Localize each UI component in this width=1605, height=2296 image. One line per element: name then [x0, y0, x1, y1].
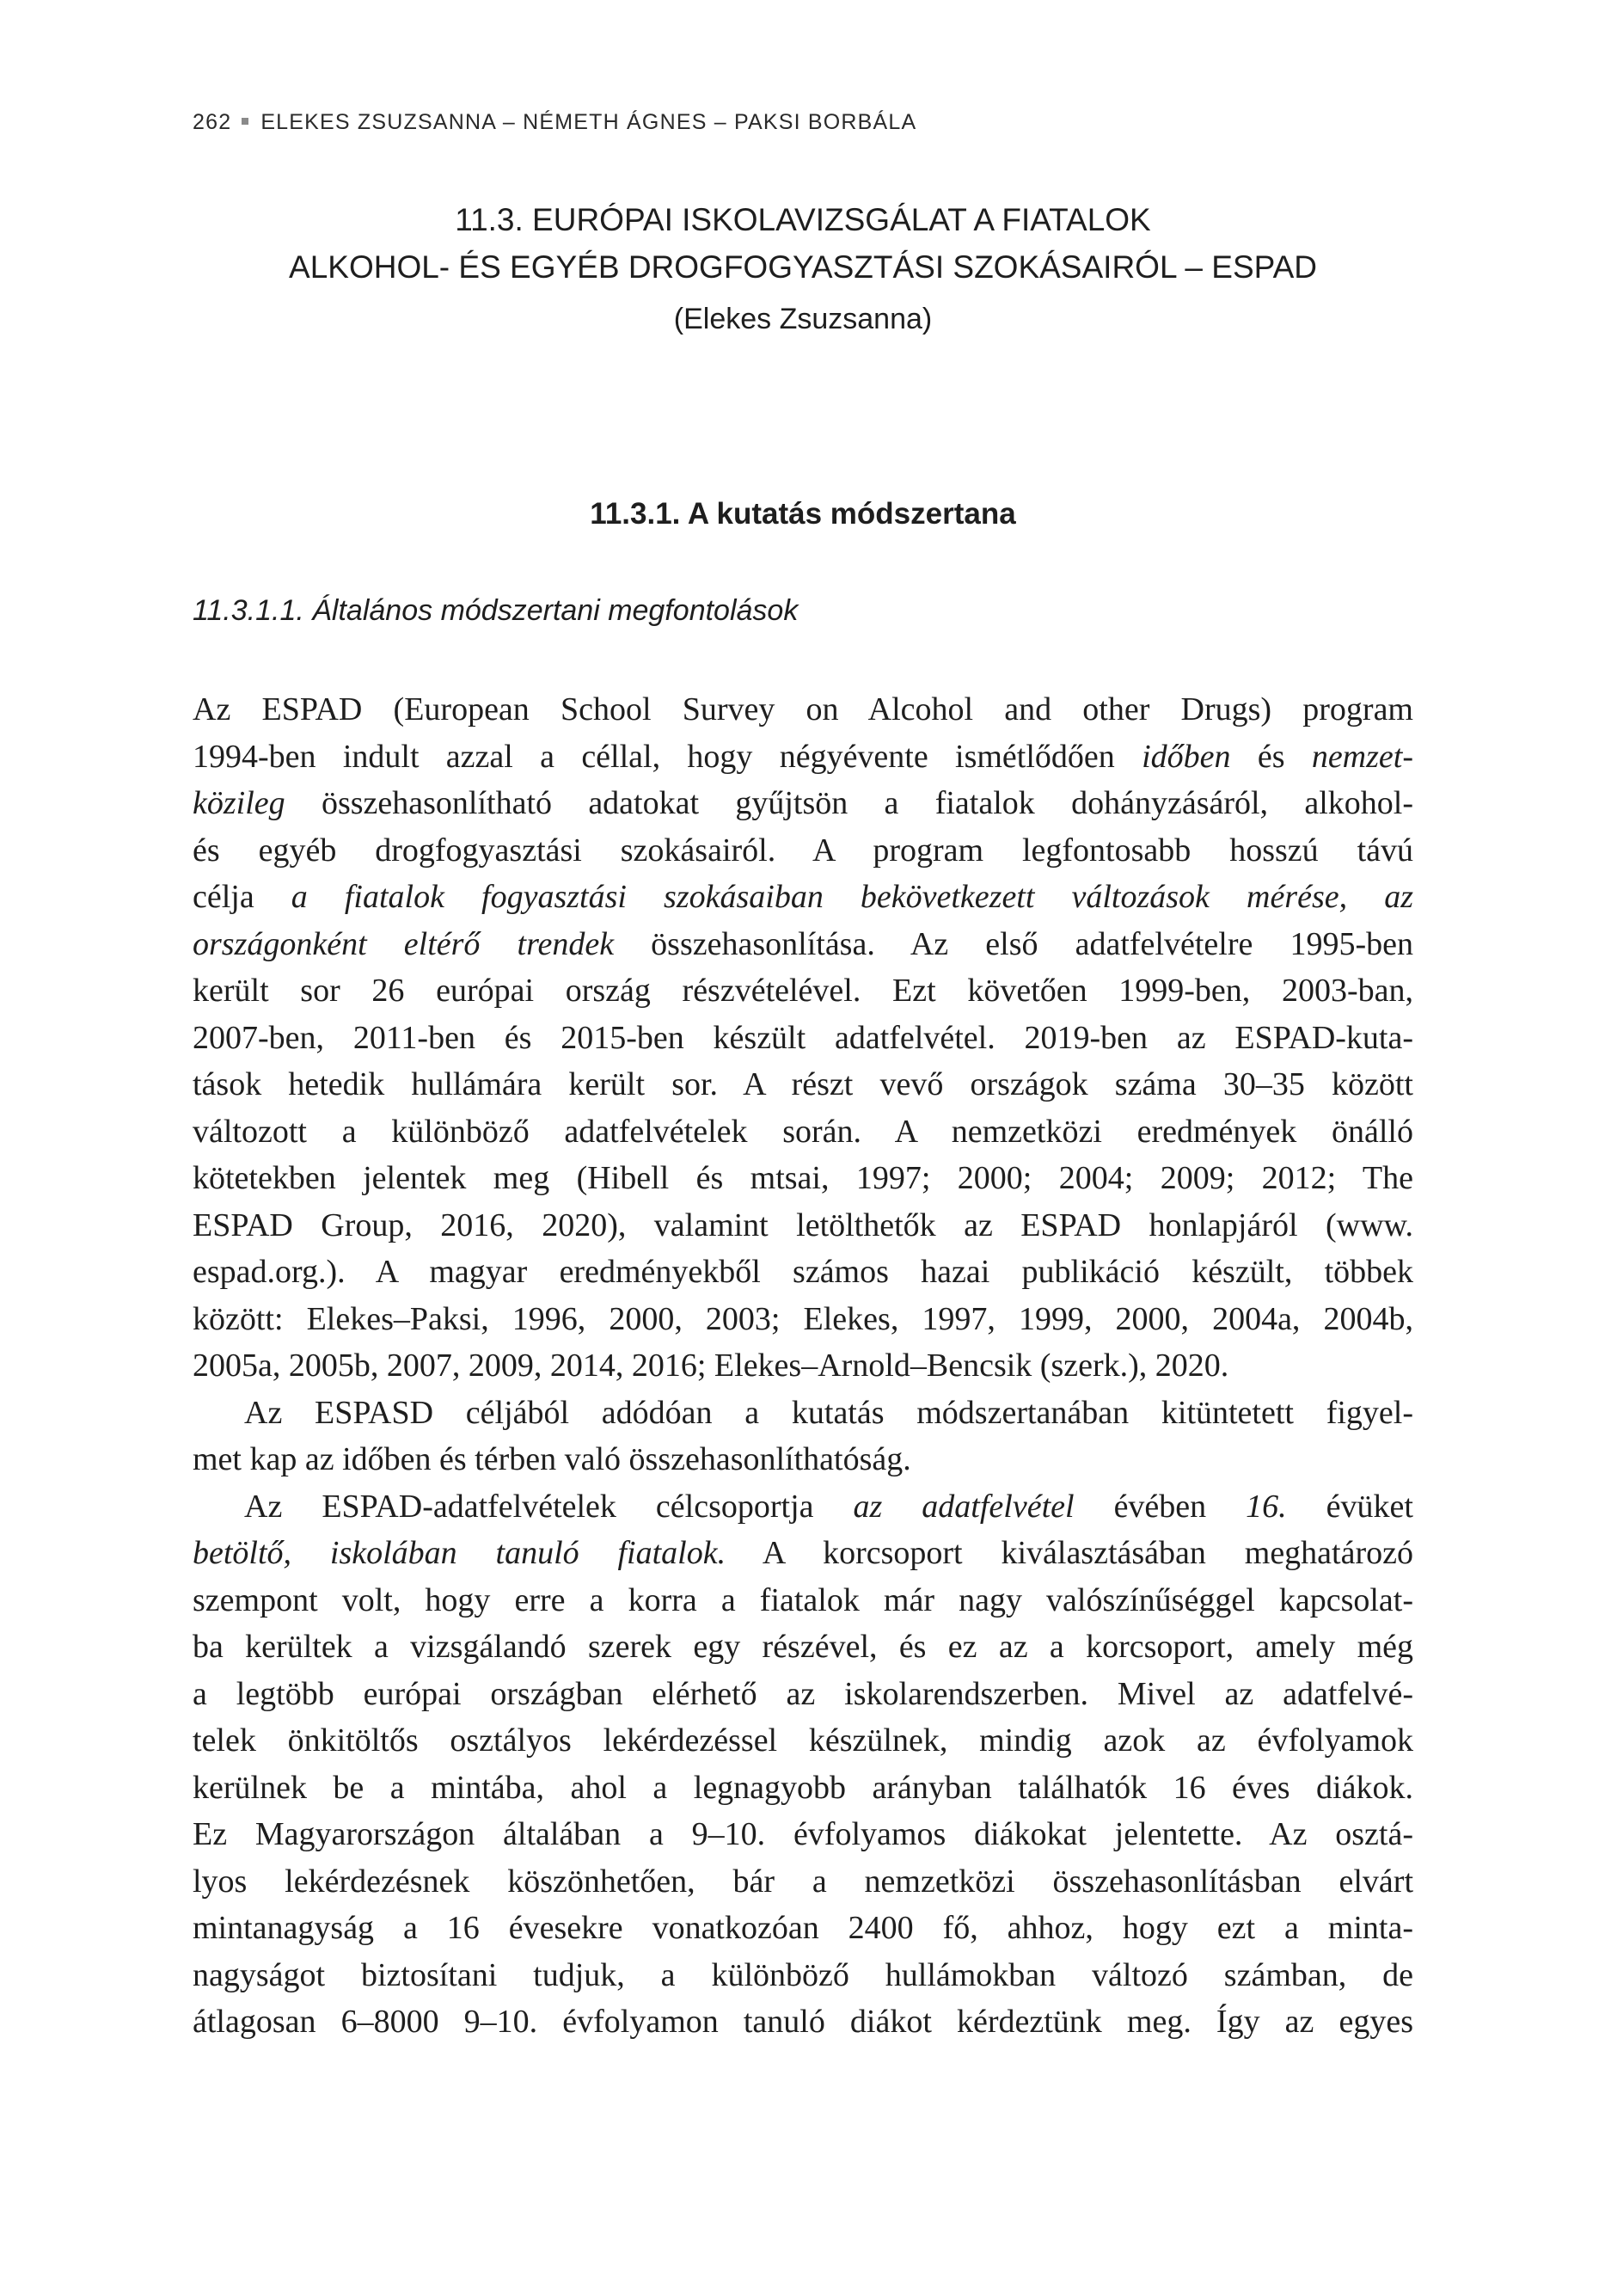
text-run: összehasonlítható adatokat gyűjtsön a fiatalok dohányzásáról, alkohol- [285, 785, 1413, 821]
text-run: szempont volt, hogy erre a korra a fiatalok már nagy valószínűséggel kapcsolat- [193, 1581, 1413, 1618]
text-run: 2007-ben, 2011-ben és 2015-ben készült adatfelvétel. 2019-ben az ESPAD-kuta- [193, 1019, 1413, 1056]
running-head [193, 110, 916, 135]
text-run: átlagosan 6–8000 9–10. évfolyamon tanuló diákot kérdeztünk meg. Így az egyes [193, 2004, 1413, 2040]
text-run: tások hetedik hullámára került sor. A részt vevő országok száma 30–35 között [193, 1066, 1413, 1102]
italic-text: országonként eltérő trendek [193, 925, 615, 962]
text-run: kötetekben jelentek meg (Hibell és mtsai, 1997; 2000; 2004; 2009; 2012; The [193, 1160, 1413, 1196]
text-line [193, 1577, 1413, 1624]
italic-text: betöltő, iskolában tanuló fiatalok. [193, 1535, 726, 1571]
text-run: Ez Magyarországon általában a 9–10. évfolyamos diákokat jelentette. Az osztá- [193, 1816, 1413, 1852]
italic-text: az adatfelvétel [853, 1488, 1075, 1525]
text-run: mintanagyság a 16 évesekre vonatkozóan 2400 fő, ahhoz, hogy ezt a minta- [193, 1910, 1413, 1946]
chapter-title-line-2: ALKOHOL- ÉS EGYÉB DROGFOGYASZTÁSI SZOKÁSAIRÓL – ESPAD [289, 249, 1317, 285]
paragraph [193, 686, 1413, 1390]
italic-text: nemzet- [1311, 738, 1413, 775]
text-line [193, 1061, 1413, 1108]
text-line [193, 1390, 1413, 1437]
body-text [193, 686, 1413, 2046]
text-run: a legtöbb európai országban elérhető az iskolarendszerben. Mivel az adatfelvé- [193, 1675, 1413, 1712]
text-run: ba kerültek a vizsgálandó szerek egy részével, és ez az a korcsoport, amely még [193, 1629, 1413, 1665]
running-head-authors: ELEKES ZSUZSANNA – NÉMETH ÁGNES – PAKSI BORBÁLA [260, 110, 917, 134]
subsection-title: 11.3.1.1. Általános módszertani megfontolások [193, 594, 799, 627]
paragraph [193, 1483, 1413, 2046]
chapter-title [193, 196, 1413, 291]
text-line [193, 1905, 1413, 1952]
text-run: kerülnek be a mintába, ahol a legnagyobb arányban találhatók 16 éves diákok. [193, 1769, 1413, 1806]
text-line [193, 780, 1413, 827]
text-run: évében [1074, 1488, 1247, 1525]
text-line [193, 1811, 1413, 1858]
text-line [193, 1296, 1413, 1343]
separator-square-icon [242, 118, 248, 125]
text-run: és egyéb drogfogyasztási szokásairól. A program legfontosabb hosszú távú [193, 832, 1413, 869]
text-run: nagyságot biztosítani tudjuk, a különböző hullámokban változó számban, de [193, 1956, 1413, 1993]
text-line [193, 874, 1413, 921]
text-run: évüket [1286, 1488, 1413, 1525]
text-run: met kap az időben és térben való összehasonlíthatóság. [193, 1441, 911, 1477]
text-run: összehasonlítása. Az első adatfelvételre 1995-ben [614, 925, 1413, 962]
text-line [193, 1671, 1413, 1718]
text-line [193, 1624, 1413, 1671]
text-run: ESPAD Group, 2016, 2020), valamint letölthetők az ESPAD honlapjáról (www. [193, 1206, 1413, 1243]
text-line [193, 1952, 1413, 1999]
text-line [193, 1155, 1413, 1202]
text-run: 2005a, 2005b, 2007, 2009, 2014, 2016; Elekes–Arnold–Bencsik (szerk.), 2020. [193, 1348, 1229, 1384]
text-line [193, 921, 1413, 968]
text-line [193, 1717, 1413, 1765]
text-run: került sor 26 európai ország részvételével. Ezt követően 1999-ben, 2003-ban, [193, 973, 1413, 1009]
text-run: espad.org.). A magyar eredményekből számos hazai publikáció készült, többek [193, 1254, 1413, 1290]
text-run: változott a különböző adatfelvételek során. A nemzetközi eredmények önálló [193, 1113, 1413, 1150]
text-line [193, 1436, 1413, 1483]
text-line [193, 1249, 1413, 1296]
italic-text: 16. [1246, 1488, 1287, 1525]
text-line [193, 1858, 1413, 1906]
text-line [193, 1483, 1413, 1531]
text-run: között: Elekes–Paksi, 1996, 2000, 2003; Elekes, 1997, 1999, 2000, 2004a, 2004b, [193, 1300, 1413, 1337]
text-line [193, 1530, 1413, 1577]
italic-text: közileg [193, 785, 285, 821]
text-run: Az ESPAD (European School Survey on Alcohol and other Drugs) program [193, 691, 1413, 727]
text-run: célja [193, 879, 291, 915]
section-title: 11.3.1. A kutatás módszertana [590, 497, 1016, 531]
text-line [193, 1998, 1413, 2046]
text-line [193, 1342, 1413, 1390]
text-run: Az ESPASD céljából adódóan a kutatás módszertanában kitüntetett figyel- [244, 1394, 1413, 1431]
italic-text: időben [1142, 738, 1231, 775]
text-run: 1994-ben indult azzal a céllal, hogy négyévente ismétlődően [193, 738, 1142, 775]
text-line [193, 734, 1413, 781]
text-line [193, 827, 1413, 875]
chapter-title-line-1: 11.3. EURÓPAI ISKOLAVIZSGÁLAT A FIATALOK [455, 202, 1151, 237]
text-run: A korcsoport kiválasztásában meghatározó [726, 1535, 1413, 1571]
text-run: lyos lekérdezésnek köszönhetően, bár a nemzetközi összehasonlításban elvárt [193, 1863, 1413, 1900]
text-run: és [1230, 738, 1312, 775]
text-line [193, 1202, 1413, 1249]
paragraph [193, 1390, 1413, 1483]
text-line [193, 1108, 1413, 1156]
text-run: Az ESPAD-adatfelvételek célcsoportja [244, 1488, 854, 1525]
text-run: telek önkitöltős osztályos lekérdezéssel készülnek, mindig azok az évfolyamok [193, 1722, 1413, 1759]
text-line [193, 1015, 1413, 1062]
italic-text: a fiatalok fogyasztási szokásaiban bekövetkezett változások mérése, az [291, 879, 1413, 915]
text-line [193, 686, 1413, 734]
text-line [193, 1765, 1413, 1812]
page-number: 262 [193, 110, 232, 134]
text-line [193, 967, 1413, 1015]
chapter-author: (Elekes Zsuzsanna) [673, 303, 933, 335]
